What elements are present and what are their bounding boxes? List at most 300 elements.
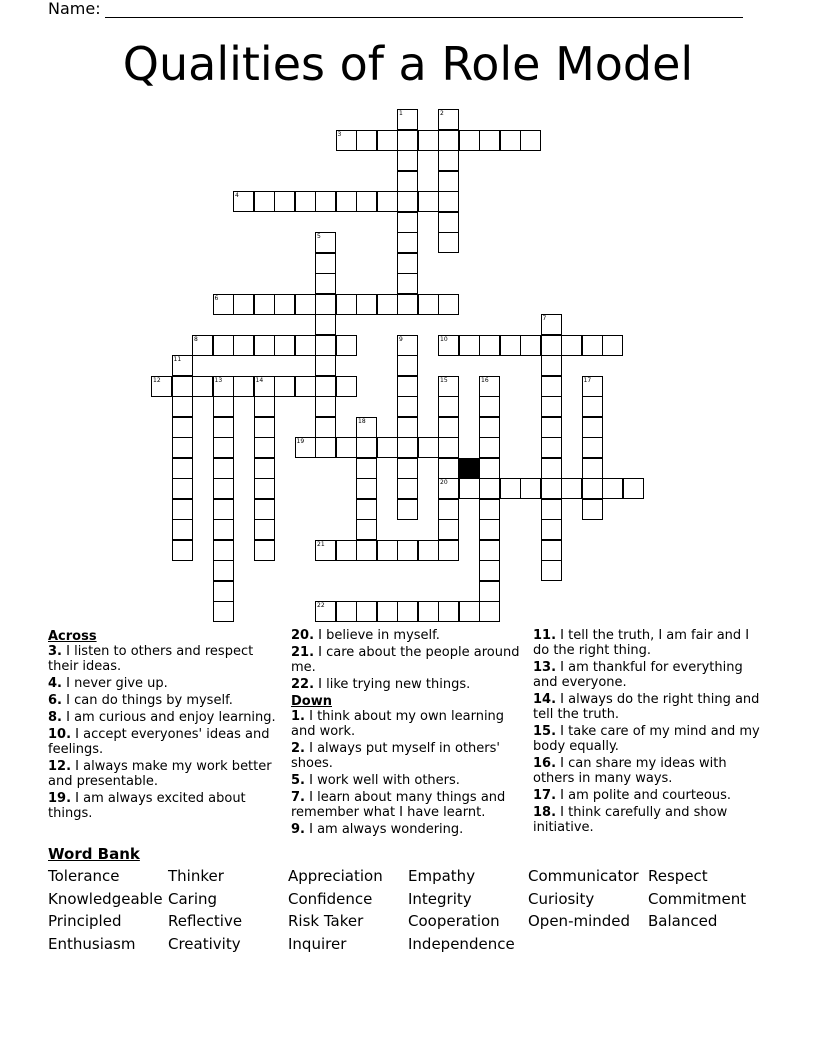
grid-cell[interactable] — [295, 437, 316, 458]
grid-cell[interactable] — [582, 376, 603, 397]
clue — [291, 628, 523, 643]
grid-cell[interactable] — [479, 335, 500, 356]
grid-cell[interactable] — [254, 417, 275, 438]
clue-number: 17. — [533, 788, 557, 803]
clue-text: I work well with others. — [304, 773, 460, 788]
grid-cell[interactable] — [315, 335, 336, 356]
grid-cell[interactable] — [213, 294, 234, 315]
grid-cell[interactable] — [274, 294, 295, 315]
cell-number: 2 — [440, 110, 444, 117]
clue — [48, 644, 280, 674]
clue — [291, 822, 523, 837]
grid-cell[interactable] — [213, 519, 234, 540]
word-bank-item: Knowledgeable — [48, 889, 163, 908]
grid-cell[interactable] — [479, 560, 500, 581]
grid-cell[interactable] — [438, 335, 459, 356]
grid-cell[interactable] — [582, 417, 603, 438]
page-title: Qualities of a Role Model — [122, 37, 694, 91]
grid-cell[interactable] — [541, 560, 562, 581]
grid-cell[interactable] — [274, 376, 295, 397]
grid-cell[interactable] — [438, 417, 459, 438]
grid-cell[interactable] — [438, 458, 459, 479]
clue — [533, 756, 765, 786]
grid-cell[interactable] — [418, 130, 439, 151]
grid-cell[interactable] — [172, 417, 193, 438]
clue-text: I tell the truth, I am fair and I do the right thing. — [533, 628, 750, 658]
grid-cell[interactable] — [377, 540, 398, 561]
grid-cell[interactable] — [479, 540, 500, 561]
cell-number: 18 — [358, 417, 366, 425]
grid-cell[interactable] — [213, 396, 234, 417]
grid-cell[interactable] — [254, 519, 275, 540]
grid-cell[interactable] — [254, 437, 275, 458]
grid-block — [459, 458, 480, 479]
grid-cell[interactable] — [336, 294, 357, 315]
clue-text: I think carefully and show initiative. — [533, 805, 728, 835]
grid-cell[interactable] — [397, 171, 418, 192]
grid-cell[interactable] — [459, 130, 480, 151]
grid-cell[interactable] — [479, 458, 500, 479]
grid-cell[interactable] — [438, 294, 459, 315]
grid-cell[interactable] — [213, 560, 234, 581]
grid-cell[interactable] — [377, 437, 398, 458]
grid-cell[interactable] — [213, 417, 234, 438]
clue-number: 19. — [48, 791, 72, 806]
clue-number: 5. — [291, 773, 305, 788]
grid-cell[interactable] — [582, 458, 603, 479]
clue-text: I never give up. — [61, 676, 168, 691]
grid-cell[interactable] — [418, 437, 439, 458]
grid-cell[interactable] — [295, 294, 316, 315]
grid-cell[interactable] — [479, 396, 500, 417]
cell-number: 12 — [153, 376, 161, 384]
cell-number: 14 — [255, 376, 264, 384]
grid-cell[interactable] — [172, 478, 193, 499]
grid-cell[interactable] — [541, 376, 562, 397]
word-bank-heading: Word Bank — [48, 845, 140, 863]
clue — [291, 709, 523, 739]
clue-text: I believe in myself. — [314, 628, 440, 643]
grid-cell[interactable] — [254, 540, 275, 561]
grid-cell[interactable] — [479, 601, 500, 622]
grid-cell[interactable] — [377, 294, 398, 315]
grid-cell[interactable] — [438, 376, 459, 397]
grid-cell[interactable] — [233, 294, 254, 315]
clue-number: 13. — [533, 660, 557, 675]
grid-cell[interactable] — [356, 437, 377, 458]
clue — [533, 628, 765, 658]
grid-cell[interactable] — [336, 191, 357, 212]
word-bank-item: Integrity — [408, 889, 472, 908]
grid-cell[interactable] — [438, 232, 459, 253]
grid-cell[interactable] — [172, 519, 193, 540]
clue-number: 20. — [291, 628, 315, 643]
clue-text: I can do things by myself. — [61, 693, 233, 708]
word-bank-item: Balanced — [648, 912, 718, 931]
grid-cell[interactable] — [356, 191, 377, 212]
grid-cell[interactable] — [172, 355, 193, 376]
grid-cell[interactable] — [418, 191, 439, 212]
grid-cell[interactable] — [295, 335, 316, 356]
grid-cell[interactable] — [397, 109, 418, 130]
grid-cell[interactable] — [582, 437, 603, 458]
clue — [291, 645, 523, 675]
clue-number: 10. — [48, 727, 72, 742]
clue — [48, 693, 280, 708]
grid-cell[interactable] — [356, 478, 377, 499]
grid-cell[interactable] — [397, 396, 418, 417]
grid-cell[interactable] — [315, 396, 336, 417]
grid-cell[interactable] — [397, 478, 418, 499]
clue-text: I am curious and enjoy learning. — [61, 710, 276, 725]
word-bank-item: Risk Taker — [288, 912, 364, 931]
clue-number: 22. — [291, 677, 315, 692]
grid-cell[interactable] — [213, 335, 234, 356]
word-bank-item: Principled — [48, 912, 122, 931]
grid-cell[interactable] — [438, 601, 459, 622]
grid-cell[interactable] — [377, 191, 398, 212]
grid-cell[interactable] — [213, 540, 234, 561]
grid-cell[interactable] — [213, 458, 234, 479]
clue-number: 1. — [291, 709, 305, 724]
cell-number: 16 — [481, 376, 489, 384]
cell-number: 8 — [194, 335, 198, 343]
clue-text: I am always excited about things. — [48, 791, 246, 821]
grid-cell[interactable] — [418, 294, 439, 315]
clue-number: 4. — [48, 676, 62, 691]
grid-cell[interactable] — [438, 437, 459, 458]
grid-cell[interactable] — [315, 314, 336, 335]
grid-cell[interactable] — [397, 417, 418, 438]
grid-cell[interactable] — [438, 191, 459, 212]
grid-cell[interactable] — [561, 478, 582, 499]
grid-cell[interactable] — [397, 335, 418, 356]
grid-cell[interactable] — [438, 171, 459, 192]
grid-cell[interactable] — [479, 376, 500, 397]
grid-cell[interactable] — [315, 601, 336, 622]
grid-cell[interactable] — [541, 458, 562, 479]
grid-cell[interactable] — [336, 437, 357, 458]
grid-cell[interactable] — [500, 130, 521, 151]
grid-cell[interactable] — [213, 437, 234, 458]
clue-text: I always do the right thing and tell the truth. — [533, 692, 760, 722]
grid-cell[interactable] — [438, 499, 459, 520]
cell-number: 7 — [542, 315, 547, 322]
clue-number: 8. — [48, 710, 62, 725]
grid-cell[interactable] — [356, 458, 377, 479]
grid-cell[interactable] — [418, 601, 439, 622]
clue — [533, 788, 765, 803]
cell-number: 21 — [317, 540, 325, 548]
grid-cell[interactable] — [254, 396, 275, 417]
clue-number: 18. — [533, 805, 557, 820]
grid-cell[interactable] — [274, 191, 295, 212]
grid-cell[interactable] — [397, 191, 418, 212]
grid-cell[interactable] — [336, 601, 357, 622]
clue-text: I like trying new things. — [314, 677, 471, 692]
cell-number: 9 — [399, 335, 403, 343]
cell-number: 20 — [440, 479, 448, 486]
grid-cell[interactable] — [418, 540, 439, 561]
grid-cell[interactable] — [438, 396, 459, 417]
clue — [48, 727, 280, 757]
clue — [48, 676, 280, 691]
grid-cell[interactable] — [520, 335, 541, 356]
clue-number: 9. — [291, 822, 305, 837]
cell-number: 11 — [173, 356, 182, 363]
clue-text: I can share my ideas with others in many ways. — [533, 756, 727, 786]
cell-number: 1 — [399, 110, 403, 117]
grid-cell[interactable] — [541, 335, 562, 356]
clue-number: 21. — [291, 645, 315, 660]
grid-cell[interactable] — [500, 478, 521, 499]
grid-cell[interactable] — [397, 499, 418, 520]
grid-cell[interactable] — [582, 396, 603, 417]
cell-number: 10 — [440, 335, 448, 343]
grid-cell[interactable] — [520, 478, 541, 499]
word-bank-item: Commitment — [648, 889, 747, 908]
grid-cell[interactable] — [479, 478, 500, 499]
grid-cell[interactable] — [438, 212, 459, 233]
clue-number: 7. — [291, 790, 305, 805]
grid-cell[interactable] — [172, 437, 193, 458]
cell-number: 3 — [337, 130, 342, 138]
clue-text: I am polite and courteous. — [556, 788, 732, 803]
grid-cell[interactable] — [336, 540, 357, 561]
clue-text: I take care of my mind and my body equally. — [533, 724, 760, 754]
grid-cell[interactable] — [192, 335, 213, 356]
grid-cell[interactable] — [541, 355, 562, 376]
grid-cell[interactable] — [254, 376, 275, 397]
word-bank-item: Open-minded — [528, 912, 631, 931]
grid-cell[interactable] — [397, 212, 418, 233]
grid-cell[interactable] — [172, 376, 193, 397]
grid-cell[interactable] — [172, 458, 193, 479]
clue-column-2 — [291, 628, 523, 839]
grid-cell[interactable] — [438, 130, 459, 151]
grid-cell[interactable] — [315, 355, 336, 376]
cell-number: 19 — [296, 438, 305, 445]
grid-cell[interactable] — [459, 335, 480, 356]
clue — [291, 790, 523, 820]
clue — [291, 773, 523, 788]
across-heading: Across — [48, 629, 97, 644]
clue-text: I learn about many things and remember what I have learnt. — [291, 790, 506, 820]
word-bank-item: Respect — [648, 867, 708, 885]
grid-cell[interactable] — [356, 499, 377, 520]
grid-cell[interactable] — [213, 499, 234, 520]
word-bank-item: Appreciation — [288, 867, 383, 885]
cell-number: 17 — [583, 376, 592, 384]
grid-cell[interactable] — [397, 294, 418, 315]
grid-cell[interactable] — [479, 417, 500, 438]
grid-cell[interactable] — [438, 540, 459, 561]
grid-cell[interactable] — [582, 478, 603, 499]
clue-number: 14. — [533, 692, 557, 707]
grid-cell[interactable] — [397, 376, 418, 397]
grid-cell[interactable] — [254, 458, 275, 479]
grid-cell[interactable] — [438, 519, 459, 540]
grid-cell[interactable] — [397, 130, 418, 151]
cell-number: 4 — [235, 192, 239, 199]
grid-cell[interactable] — [541, 519, 562, 540]
grid-cell[interactable] — [377, 601, 398, 622]
grid-cell[interactable] — [254, 478, 275, 499]
grid-cell[interactable] — [233, 191, 254, 212]
grid-cell[interactable] — [315, 273, 336, 294]
name-label: Name: — [48, 0, 101, 18]
grid-cell[interactable] — [356, 130, 377, 151]
word-bank-item: Empathy — [408, 867, 476, 885]
grid-cell[interactable] — [541, 499, 562, 520]
word-bank-item: Thinker — [168, 867, 224, 885]
grid-cell[interactable] — [356, 417, 377, 438]
grid-cell[interactable] — [438, 478, 459, 499]
grid-cell[interactable] — [315, 437, 336, 458]
clue — [291, 677, 523, 692]
grid-cell[interactable] — [602, 335, 623, 356]
grid-cell[interactable] — [397, 150, 418, 171]
grid-cell[interactable] — [295, 376, 316, 397]
grid-cell[interactable] — [336, 376, 357, 397]
grid-cell[interactable] — [623, 478, 644, 499]
grid-cell[interactable] — [500, 335, 521, 356]
clue-text: I am thankful for everything and everyone. — [533, 660, 743, 690]
grid-cell[interactable] — [192, 376, 213, 397]
grid-cell[interactable] — [233, 335, 254, 356]
grid-cell[interactable] — [397, 437, 418, 458]
word-bank-item: Inquirer — [288, 935, 347, 954]
grid-cell[interactable] — [541, 417, 562, 438]
grid-cell[interactable] — [172, 540, 193, 561]
grid-cell[interactable] — [397, 458, 418, 479]
grid-cell[interactable] — [479, 519, 500, 540]
clue-number: 11. — [533, 628, 557, 643]
grid-cell[interactable] — [397, 355, 418, 376]
grid-cell[interactable] — [315, 417, 336, 438]
cell-number: 22 — [317, 602, 325, 609]
grid-cell[interactable] — [254, 294, 275, 315]
grid-cell[interactable] — [582, 335, 603, 356]
grid-cell[interactable] — [254, 335, 275, 356]
grid-cell[interactable] — [356, 519, 377, 540]
grid-cell[interactable] — [213, 601, 234, 622]
clue-column-1 — [48, 628, 280, 823]
cell-number: 13 — [214, 376, 223, 384]
clue-number: 6. — [48, 693, 62, 708]
grid-cell[interactable] — [233, 376, 254, 397]
grid-cell[interactable] — [172, 396, 193, 417]
grid-cell[interactable] — [172, 499, 193, 520]
grid-cell[interactable] — [602, 478, 623, 499]
grid-cell[interactable] — [356, 294, 377, 315]
grid-cell[interactable] — [582, 499, 603, 520]
grid-cell[interactable] — [479, 499, 500, 520]
grid-cell[interactable] — [397, 273, 418, 294]
grid-cell[interactable] — [254, 499, 275, 520]
clue-number: 2. — [291, 741, 305, 756]
clue — [533, 724, 765, 754]
clue — [48, 791, 280, 821]
cell-number: 5 — [317, 233, 321, 240]
grid-cell[interactable] — [377, 130, 398, 151]
word-bank-item: Confidence — [288, 889, 373, 908]
grid-cell[interactable] — [315, 232, 336, 253]
grid-cell[interactable] — [479, 130, 500, 151]
word-bank-item: Tolerance — [48, 867, 120, 885]
word-bank-item: Independence — [408, 935, 515, 954]
clue — [291, 741, 523, 771]
clue-column-3 — [533, 628, 765, 837]
clue — [48, 710, 280, 725]
grid-cell[interactable] — [336, 335, 357, 356]
grid-cell[interactable] — [541, 540, 562, 561]
clue — [533, 805, 765, 835]
grid-cell[interactable] — [356, 601, 377, 622]
down-heading: Down — [291, 694, 332, 709]
clue-text: I always put myself in others' shoes. — [291, 741, 500, 771]
grid-cell[interactable] — [213, 478, 234, 499]
grid-cell[interactable] — [315, 294, 336, 315]
grid-cell[interactable] — [213, 376, 234, 397]
grid-cell[interactable] — [397, 232, 418, 253]
clue-number: 3. — [48, 644, 62, 659]
grid-cell[interactable] — [561, 335, 582, 356]
clue-text: I always make my work better and presentable. — [48, 759, 272, 789]
grid-cell[interactable] — [479, 437, 500, 458]
grid-cell[interactable] — [315, 376, 336, 397]
grid-cell[interactable] — [459, 478, 480, 499]
word-bank-item: Curiosity — [528, 889, 595, 908]
grid-cell[interactable] — [541, 437, 562, 458]
clue-number: 15. — [533, 724, 557, 739]
word-bank-item: Cooperation — [408, 912, 500, 931]
word-bank-item: Enthusiasm — [48, 935, 136, 954]
grid-cell[interactable] — [541, 478, 562, 499]
grid-cell[interactable] — [397, 253, 418, 274]
grid-cell[interactable] — [356, 540, 377, 561]
clue-number: 16. — [533, 756, 557, 771]
clue — [533, 660, 765, 690]
grid-cell[interactable] — [438, 109, 459, 130]
grid-cell[interactable] — [397, 540, 418, 561]
word-bank-item: Communicator — [528, 867, 639, 885]
grid-cell[interactable] — [541, 396, 562, 417]
clue-text: I accept everyones' ideas and feelings. — [48, 727, 270, 757]
grid-cell[interactable] — [295, 191, 316, 212]
grid-cell[interactable] — [541, 314, 562, 335]
clue-number: 12. — [48, 759, 72, 774]
cell-number: 15 — [440, 376, 448, 384]
grid-cell[interactable] — [315, 253, 336, 274]
word-bank-item: Creativity — [168, 935, 241, 954]
grid-cell[interactable] — [438, 150, 459, 171]
grid-cell[interactable] — [397, 601, 418, 622]
grid-cell[interactable] — [151, 376, 172, 397]
clue-text: I am always wondering. — [304, 822, 464, 837]
grid-cell[interactable] — [520, 130, 541, 151]
grid-cell[interactable] — [254, 191, 275, 212]
grid-cell[interactable] — [479, 581, 500, 602]
grid-cell[interactable] — [274, 335, 295, 356]
grid-cell[interactable] — [459, 601, 480, 622]
clue — [48, 759, 280, 789]
grid-cell[interactable] — [213, 581, 234, 602]
word-bank-item: Caring — [168, 889, 218, 908]
grid-cell[interactable] — [336, 130, 357, 151]
grid-cell[interactable] — [315, 540, 336, 561]
grid-cell[interactable] — [315, 191, 336, 212]
